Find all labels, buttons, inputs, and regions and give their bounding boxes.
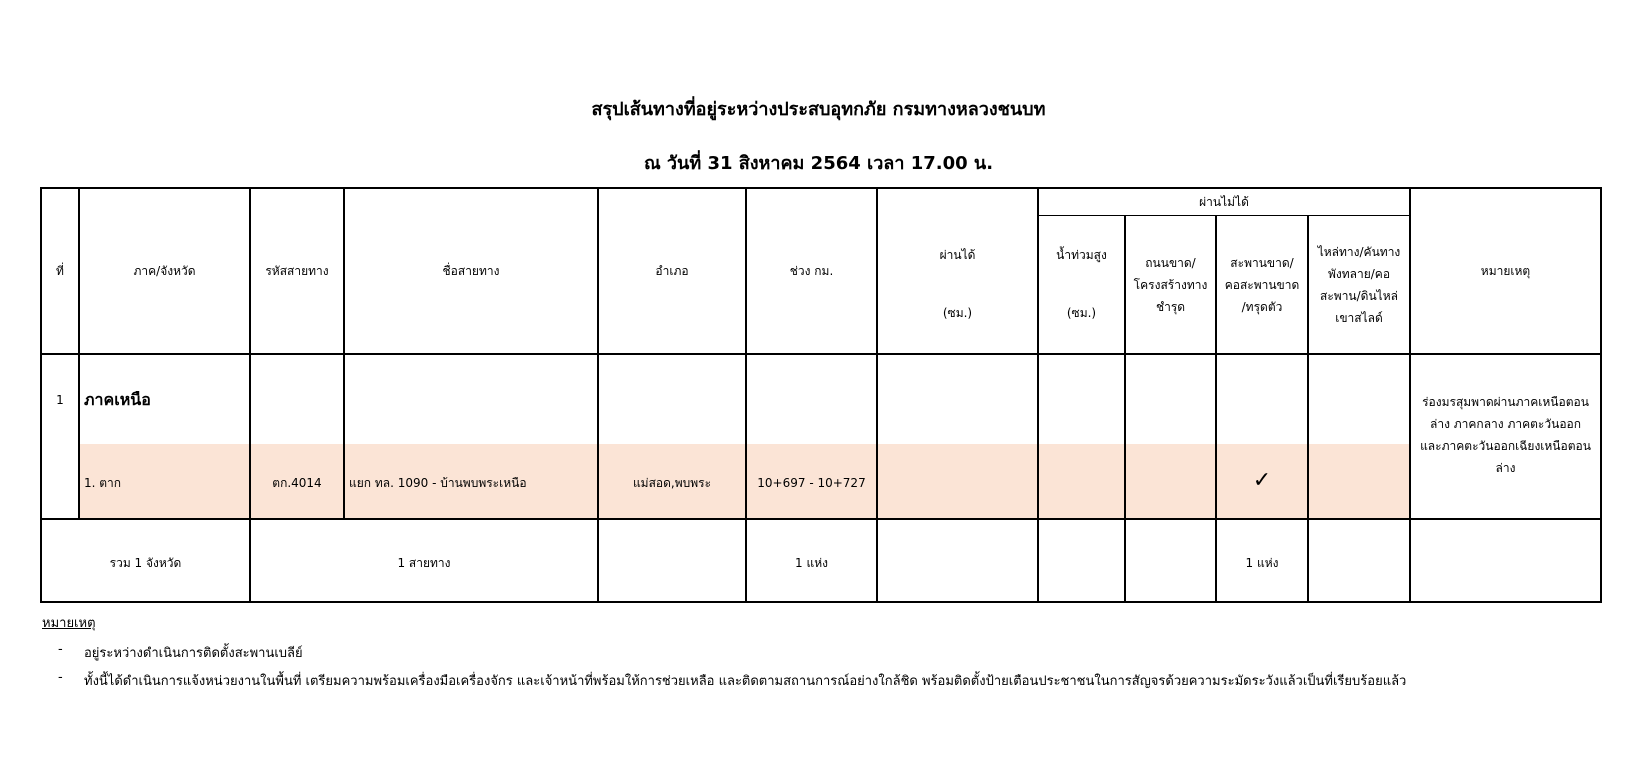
header-flood: น้ำท่วมสูง (1056, 248, 1107, 262)
total-routes: 1 สายทาง (397, 556, 451, 570)
row-route-name: แยก ทล. 1090 - บ้านพบพระเหนือ (349, 476, 527, 490)
header-region-province: ภาค/จังหวัด (133, 264, 196, 278)
header-road-cut: ถนนขาด/ โครงสร้างทาง ชำรุด (1133, 255, 1208, 314)
note-bullet: - (58, 642, 63, 657)
note-item: ทั้งนี้ได้ดำเนินการแจ้งหน่วยงานในพื้นที่ เตรียมความพร้อมเครื่องมือเครื่องจักร และเจ้าหน้าที่พร้อมให้การช่วยเหลือ และติดตามสถานการณ์อย่างใกล้ชิด พร้อมติดตั้งป้ายเตือนประชาชนในการสัญจรด้วยความระมัดระวังแล้วเป็นที่เรียบร้อยแล้ว (84, 674, 1407, 689)
header-passable: ผ่านได้ (939, 248, 976, 262)
page-title: สรุปเส้นทางที่อยู่ระหว่างประสบอุทกภัย กรมทางหลวงชนบท (591, 99, 1046, 120)
body-border-bottom (40, 518, 1602, 520)
region-remark: ร่องมรสุมพาดผ่านภาคเหนือตอนล่าง ภาคกลาง ภาคตะวันออก และภาคตะวันออกเฉียงเหนือตอนล่าง (1420, 395, 1591, 475)
notes-heading: หมายเหตุ (42, 616, 96, 631)
header-impassable: ผ่านไม่ได้ (1199, 195, 1249, 209)
header-slide: ไหล่ทาง/คันทาง พังทลาย/คอ สะพาน/ดินไหล่ เขาสไลด์ (1317, 244, 1401, 325)
table-border-bottom (40, 601, 1602, 603)
row-route-code: ตก.4014 (272, 476, 322, 490)
header-km-range: ช่วง กม. (789, 264, 834, 278)
row-district: แม่สอด,พบพระ (632, 476, 712, 490)
total-label: รวม 1 จังหวัด (109, 556, 182, 570)
header-flood-unit: (ซม.) (1066, 306, 1097, 320)
table-border-right (1600, 187, 1602, 603)
header-border-bottom (40, 353, 1602, 355)
header-route-code: รหัสสายทาง (265, 264, 329, 278)
note-bullet: - (58, 670, 63, 685)
header-bridge-cut: สะพานขาด/ คอสะพานขาด /ทรุดตัว (1224, 255, 1300, 314)
header-no: ที่ (56, 264, 64, 278)
region-no: 1 (56, 393, 64, 407)
header-remarks: หมายเหตุ (1480, 264, 1531, 278)
header-passable-unit: (ซม.) (942, 306, 973, 320)
total-bridge-places: 1 แห่ง (1245, 556, 1279, 570)
note-item: อยู่ระหว่างดำเนินการติดตั้งสะพานเบลีย์ (84, 646, 303, 661)
row-km-range: 10+697 - 10+727 (757, 476, 866, 490)
header-route-name: ชื่อสายทาง (442, 264, 500, 278)
region-name: ภาคเหนือ (84, 390, 151, 409)
page-subtitle: ณ วันที่ 31 สิงหาคม 2564 เวลา 17.00 น. (643, 153, 994, 174)
check-icon: ✓ (1252, 468, 1272, 493)
row-province: 1. ตาก (84, 476, 122, 490)
header-district: อำเภอ (655, 264, 689, 278)
total-places: 1 แห่ง (795, 556, 828, 570)
